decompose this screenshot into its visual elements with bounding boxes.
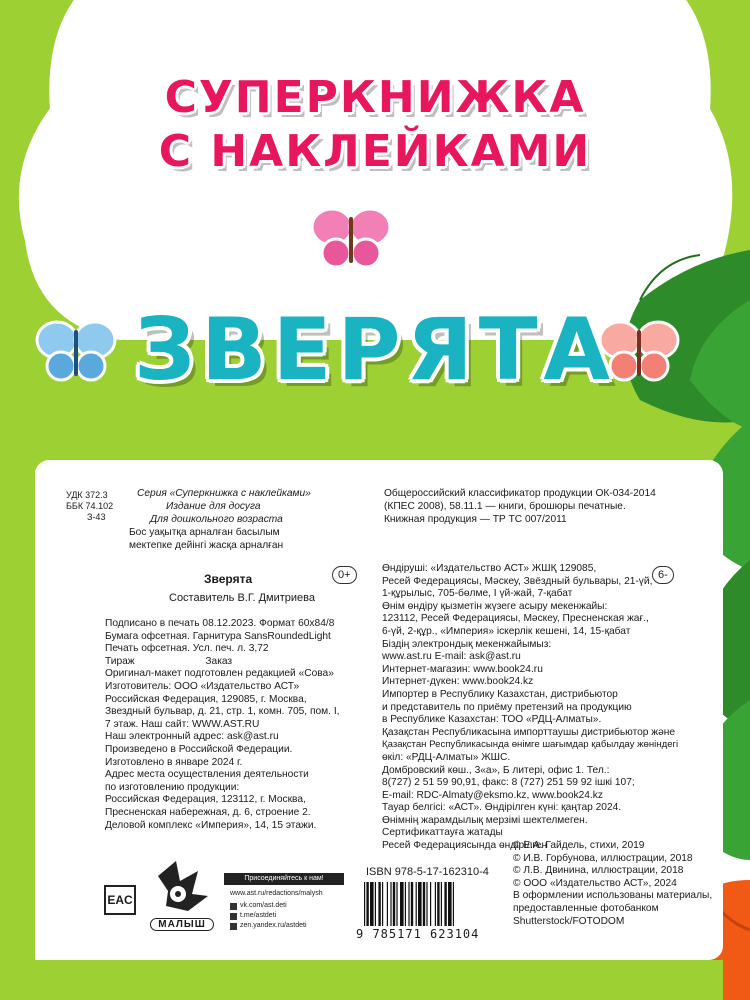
barcode-bar bbox=[364, 882, 365, 926]
imprint-line: Печать офсетная. Усл. печ. л. 3,72 bbox=[105, 643, 269, 655]
imprint-kz-line: Ресей Федерациясында өндірілген bbox=[382, 840, 548, 852]
series-title-line2: С НАКЛЕЙКАМИ bbox=[158, 126, 592, 177]
copyright-line: © Е.А. Гайдель, стихи, 2019 bbox=[513, 840, 645, 851]
imprint-line: 7 этаж. Наш сайт: WWW.AST.RU bbox=[105, 718, 260, 730]
barcode-digits: 9 785171 623104 bbox=[356, 927, 480, 941]
barcode-bar bbox=[382, 882, 383, 926]
zen-link[interactable]: zen.yandex.ru/astdeti bbox=[240, 922, 307, 929]
imprint-kz-line: 6-үй, 2-құр., «Империя» іскерлік кешені, 14, 15-қабат bbox=[382, 625, 631, 637]
barcode-bar bbox=[370, 882, 374, 926]
vk-icon bbox=[230, 903, 237, 910]
imprint-kz-line: Өнімнің жарамдылық мерзімі шектелмеген. bbox=[382, 814, 588, 826]
series-line: Серия «Суперкнижка с наклейками» bbox=[137, 488, 311, 499]
imprint-kz-line: Интернет-магазин: www.book24.ru bbox=[382, 663, 543, 675]
imprint-kz-line: өкіл: «РДЦ-Алматы» ЖШС. bbox=[382, 751, 511, 763]
imprint-kz-line: Импортер в Республику Казахстан, дистрибьютор bbox=[382, 688, 618, 700]
imprint-kz-line: 8(727) 2 51 59 90,91, факс: 8 (727) 251 59 92 ішкі 107; bbox=[382, 777, 635, 789]
age-rating-badge: 0+ bbox=[332, 566, 357, 584]
book-name: Зверята bbox=[204, 572, 253, 586]
join-banner: Присоединяйтесь к нам! bbox=[224, 873, 344, 885]
imprint-line: Деловой комплекс «Империя», 14, 15 этажи. bbox=[105, 819, 317, 831]
barcode-bar bbox=[416, 882, 417, 926]
imprint-line: Произведено в Российской Федерации. bbox=[105, 743, 293, 755]
imprint-line: Изготовлено в январе 2024 г. bbox=[105, 756, 243, 768]
udk-code: УДК 372.3 bbox=[66, 490, 108, 500]
imprint-kz-line: 123112, Ресей Федерациясы, Мәскеу, Пресненская жағ., bbox=[382, 613, 649, 625]
age-rating-badge-kz: 6- bbox=[652, 566, 674, 584]
kz-edition-line: Бос уақытқа арналған басылым bbox=[129, 527, 280, 538]
imprint-line: по изготовлению продукции: bbox=[105, 781, 240, 793]
imprint-kz-line: в Республике Казахстан: ТОО «РДЦ-Алматы». bbox=[382, 714, 602, 726]
compiler: Составитель В.Г. Дмитриева bbox=[169, 592, 315, 604]
barcode-bar bbox=[423, 882, 425, 926]
barcode-bar bbox=[426, 882, 427, 926]
zen-icon bbox=[230, 923, 237, 930]
barcode-bar bbox=[411, 882, 413, 926]
imprint-kz-line: Өнім өндіру қызметін жүзеге асыру мекенжайы: bbox=[382, 600, 608, 612]
barcode-bar bbox=[366, 882, 368, 926]
imprint-kz-line: Қазақстан Республикасында өнімге шағымдар қабылдау жөніндегі bbox=[382, 739, 679, 751]
butterfly-pink-icon bbox=[310, 205, 392, 273]
imprint-kz-line: Біздің электрондық мекенжайымыз: bbox=[382, 638, 552, 650]
copyright-line: © Л.В. Двинина, иллюстрации, 2018 bbox=[513, 865, 684, 877]
kz-age-line: мектепке дейінгі жасқа арналған bbox=[129, 540, 284, 551]
imprint-kz-line: и представитель по приёму претензий на продукцию bbox=[382, 701, 632, 713]
isbn-label: ISBN 978-5-17-162310-4 bbox=[366, 866, 489, 878]
barcode bbox=[362, 882, 500, 928]
imprint-line: Изготовитель: ООО «Издательство АСТ» bbox=[105, 680, 300, 692]
barcode-bar bbox=[441, 882, 442, 926]
barcode-bar bbox=[453, 882, 454, 926]
imprint-kz-line: Ресей Федерациясы, Мәскеу, Звёздный бульвары, 21-үй, bbox=[382, 575, 653, 587]
barcode-bar bbox=[396, 882, 397, 926]
imprint-left bbox=[105, 618, 339, 832]
imprint-line: Оригинал-макет подготовлен редакцией «Сова» bbox=[105, 668, 334, 680]
imprint-line: Российская Федерация, 123112, г. Москва, bbox=[105, 794, 306, 806]
publisher-link[interactable]: www.ast.ru/redactions/malysh bbox=[230, 890, 323, 897]
imprint-line: Тираж Заказ bbox=[105, 655, 233, 667]
imprint-kz-line: 1-құрылыс, 705-бөлме, I үй-жай, 7-қабат bbox=[382, 588, 573, 600]
imprint-kz-line: Домбровский көш., 3«а», Б литері, офис 1. Тел.: bbox=[382, 764, 610, 776]
vk-link[interactable]: vk.com/ast.deti bbox=[240, 902, 287, 909]
telegram-icon bbox=[230, 913, 237, 920]
okp-line2: (КПЕС 2008), 58.11.1 — книги, брошюры печатные. bbox=[384, 501, 626, 512]
copyright-block bbox=[513, 840, 712, 928]
brand-name: МАЛЫШ bbox=[150, 918, 214, 931]
barcode-bar bbox=[430, 882, 431, 926]
barcode-bar bbox=[435, 882, 436, 926]
barcode-bar bbox=[444, 882, 446, 926]
imprint-kz-line: Тауар белгісі: «АСТ». Өндірілген күні: қаңтар 2024. bbox=[382, 802, 622, 814]
barcode-bar bbox=[387, 882, 388, 926]
imprint-line: Бумага офсетная. Гарнитура SansRoundedLight bbox=[105, 630, 331, 642]
imprint-line: Российская Федерация, 129085, г. Москва, bbox=[105, 693, 307, 705]
edition-line: Издание для досуга bbox=[166, 501, 261, 512]
imprint-kz-line: E-mail: RDC-Almaty@eksmo.kz, www.book24.kz bbox=[382, 789, 603, 801]
book-title: ЗВЕРЯТА bbox=[134, 300, 616, 400]
imprint-line: Подписано в печать 08.12.2023. Формат 60х84/8 bbox=[105, 618, 335, 629]
barcode-bar bbox=[378, 882, 380, 926]
telegram-link[interactable]: t.me/astdeti bbox=[240, 912, 277, 919]
barcode-bar bbox=[448, 882, 452, 926]
imprint-right bbox=[382, 563, 678, 853]
copyright-line: предоставленные фотобанком bbox=[513, 902, 659, 914]
imprint-line: Звездный бульвар, д. 21, стр. 1, комн. 705, пом. I, bbox=[105, 706, 340, 718]
copyright-line: © И.В. Горбунова, иллюстрации, 2018 bbox=[513, 852, 693, 864]
okp-line3: Книжная продукция — ТР ТС 007/2011 bbox=[384, 514, 567, 525]
series-title-line1: СУПЕРКНИЖКА bbox=[164, 72, 586, 123]
imprint-kz-line: Өндіруші: «Издательство АСТ» ЖШҚ 129085, bbox=[382, 563, 597, 574]
imprint-kz-line: Интернет-дүкен: www.book24.kz bbox=[382, 676, 534, 688]
copyright-line: © ООО «Издательство АСТ», 2024 bbox=[513, 877, 677, 889]
eac-mark-icon: EAC bbox=[104, 885, 136, 915]
copyright-line: В оформлении использованы материалы, bbox=[513, 890, 713, 902]
copyright-line: Shutterstock/FOTODOM bbox=[513, 915, 625, 927]
author-code: З-43 bbox=[87, 512, 106, 522]
barcode-bar bbox=[375, 882, 376, 926]
barcode-bar bbox=[393, 882, 395, 926]
bbk-code: ББК 74.102 bbox=[66, 501, 114, 511]
age-line: Для дошкольного возраста bbox=[150, 514, 283, 525]
okp-line1: Общероссийский классификатор продукции ОК-034-2014 bbox=[384, 488, 656, 499]
barcode-bar bbox=[405, 882, 406, 926]
imprint-line: Наш электронный адрес: ask@ast.ru bbox=[105, 731, 279, 743]
barcode-bar bbox=[390, 882, 391, 926]
imprint-line: Пресненская набережная, д. 6, строение 2. bbox=[105, 806, 311, 818]
barcode-bar bbox=[418, 882, 422, 926]
imprint-kz-line: Қазақстан Республикасына импорттаушы дистрибьютор және bbox=[382, 726, 676, 738]
imprint-kz-line: www.ast.ru E-mail: ask@ast.ru bbox=[382, 651, 521, 663]
barcode-bar bbox=[437, 882, 439, 926]
imprint-kz-line: Сертификаттауға жатады bbox=[382, 827, 503, 839]
barcode-bar bbox=[408, 882, 409, 926]
barcode-bar bbox=[400, 882, 404, 926]
imprint-line: Адрес места осуществления деятельности bbox=[105, 769, 309, 781]
